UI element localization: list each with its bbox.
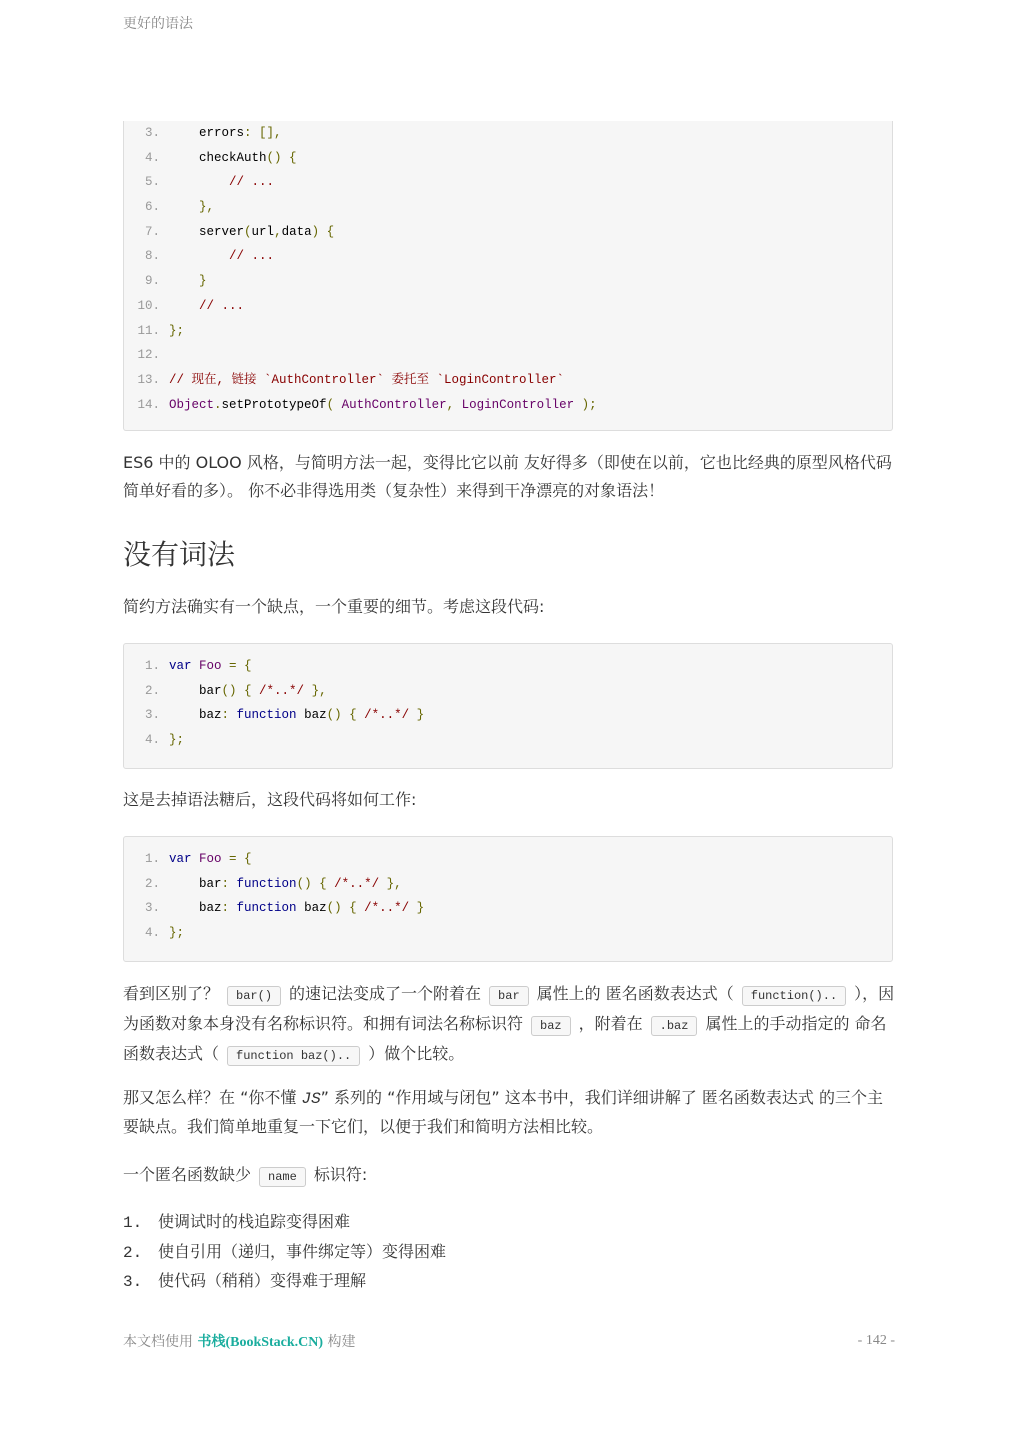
code-line — [124, 195, 892, 220]
code-token: // 现在, 链接 `AuthController` 委托至 `LoginController` — [169, 372, 565, 387]
paragraph-oloo-style — [123, 449, 895, 505]
line-number: 7. — [144, 224, 160, 239]
list-item: 2. 使自引用（递归，事件绑定等）变得困难 — [123, 1241, 447, 1262]
code-token: } — [199, 274, 207, 289]
inline-code-bar-call: bar() — [227, 986, 281, 1006]
line-number: 4. — [144, 733, 160, 748]
code-token — [192, 659, 200, 673]
section-heading: 没有词法 — [123, 538, 236, 571]
code-token — [169, 901, 199, 915]
code-token: baz — [296, 901, 327, 916]
code-token: Foo — [199, 852, 222, 866]
line-number: 2. — [144, 683, 160, 698]
code-token: bar — [199, 683, 222, 698]
code-line — [124, 343, 892, 368]
code-token: , — [446, 397, 462, 412]
code-token: var — [169, 659, 192, 673]
code-line — [124, 269, 892, 294]
line-number: 12. — [137, 348, 160, 363]
code-block-3-lines — [124, 847, 892, 946]
code-token: . — [214, 397, 222, 412]
line-number: 3. — [144, 126, 160, 140]
code-token: } — [409, 901, 425, 916]
line-number: 4. — [144, 150, 160, 165]
code-token: = { — [221, 852, 252, 866]
emphasis-js: JS — [301, 1090, 321, 1108]
code-token — [169, 151, 199, 165]
paragraph-intro: 简约方法确实有一个缺点，一个重要的细节。考虑这段代码: — [123, 597, 545, 616]
code-token — [169, 175, 229, 189]
code-line — [124, 146, 892, 171]
line-number: 5. — [144, 175, 160, 190]
inline-code-function-baz: function baz().. — [227, 1046, 360, 1066]
code-token: // ... — [229, 175, 275, 190]
code-token: , — [274, 224, 282, 239]
code-line — [124, 847, 892, 872]
code-line — [124, 319, 892, 344]
code-block-2-lines — [124, 654, 892, 753]
code-line — [124, 244, 892, 269]
code-block-1-lines — [124, 121, 892, 417]
code-token: () { — [221, 683, 260, 698]
code-token — [169, 200, 199, 214]
code-token: }; — [169, 926, 185, 941]
code-line — [124, 654, 892, 679]
code-token: /*..*/ — [259, 683, 305, 698]
code-token: }, — [199, 200, 215, 215]
code-line — [124, 393, 892, 418]
line-number: 3. — [144, 708, 160, 723]
code-line — [124, 679, 892, 704]
code-token: AuthController — [341, 397, 447, 412]
code-line — [124, 294, 892, 319]
paragraph-name-identifier: 一个匿名函数缺少 name 标识符: — [123, 1161, 895, 1191]
code-token: /*..*/ — [334, 876, 380, 891]
code-line — [124, 728, 892, 753]
drawbacks-list — [123, 1208, 895, 1297]
code-line — [124, 872, 892, 897]
code-line — [124, 170, 892, 195]
inline-code-name: name — [259, 1167, 306, 1187]
paragraph-difference: 看到区别了？ bar() 的速记法变成了一个附着在 bar 属性上的 匿名函数表达式（ function().. ），因为函数对象本身没有名称标识符。和拥有词法名称标识符 baz ，附着在 .baz 属性上的手动指定的 命名函数表达式（ function baz().. ）做个比较。 — [123, 980, 895, 1070]
code-token: () { — [326, 708, 365, 723]
code-line — [124, 703, 892, 728]
line-number: 14. — [137, 397, 160, 412]
code-token: function — [236, 876, 297, 891]
code-line — [124, 896, 892, 921]
code-token: baz — [199, 708, 222, 723]
code-token: : [], — [244, 126, 282, 140]
code-token — [169, 249, 229, 263]
code-token: Object — [169, 397, 215, 412]
code-token — [169, 877, 199, 891]
paragraph-oloo-text: ES6 中的 OLOO 风格，与简明方法一起，变得比它以前 友好得多（即使在以前，它也比经典的原型风格代码简单好看的多）。 你不必非得选用类（复杂性）来得到干净漂亮的对象语法！ — [123, 453, 892, 500]
paragraph-desugar: 这是去掉语法糖后，这段代码将如何工作: — [123, 790, 417, 809]
code-token: () { — [326, 901, 365, 916]
code-token: }, — [304, 683, 327, 698]
paragraph-so-what: 那又怎么样？在 “你不懂 JS” 系列的 “作用域与闭包” 这本书中，我们详细讲解了 匿名函数表达式 的三个主要缺点。我们简单地重复一下它们，以便于我们和简明方法相比较。 — [123, 1088, 883, 1136]
code-line — [124, 121, 892, 146]
code-token: : — [221, 876, 237, 891]
code-token — [169, 126, 199, 140]
list-item: 1. 使调试时的栈追踪变得困难 — [123, 1212, 351, 1232]
code-token: bar — [199, 876, 222, 891]
code-token: url — [251, 224, 275, 239]
code-token — [169, 299, 199, 313]
code-token — [169, 274, 199, 288]
code-token: () { — [296, 876, 335, 891]
code-token: Foo — [199, 659, 222, 673]
code-token: }; — [169, 323, 185, 338]
line-number: 8. — [144, 249, 160, 264]
code-token: }, — [379, 876, 402, 891]
line-number: 11. — [137, 323, 160, 338]
code-token: errors — [199, 126, 245, 140]
code-token: var — [169, 852, 192, 866]
footer-brand-link[interactable]: 书栈(BookStack.CN) — [197, 1335, 324, 1350]
code-token: baz — [296, 708, 327, 723]
code-block-1 — [123, 121, 893, 431]
line-number: 3. — [144, 901, 160, 916]
line-number: 2. — [144, 876, 160, 891]
line-number: 10. — [137, 298, 160, 313]
code-token: function — [236, 708, 297, 723]
code-token: server — [199, 224, 245, 239]
list-item: 3. 使代码（稍稍）变得难于理解 — [123, 1271, 367, 1291]
code-token: data — [281, 224, 312, 239]
running-header: 更好的语法 — [123, 16, 193, 32]
code-token: : — [221, 708, 237, 723]
code-token: }; — [169, 733, 185, 748]
inline-code-bar: bar — [489, 986, 529, 1006]
code-token: : — [221, 901, 237, 916]
code-token: } — [409, 708, 425, 723]
footer-credit: 本文档使用 书栈(BookStack.CN) 构建 — [123, 1334, 356, 1350]
code-token — [192, 852, 200, 866]
line-number: 1. — [144, 852, 160, 866]
code-token: /*..*/ — [364, 901, 410, 916]
code-token: ) { — [311, 224, 335, 239]
code-line — [124, 368, 892, 393]
inline-code-baz: baz — [531, 1016, 571, 1036]
code-token: // ... — [199, 298, 245, 313]
inline-code-dot-baz: .baz — [651, 1016, 698, 1036]
code-token: () { — [266, 150, 297, 165]
code-block-2 — [123, 643, 893, 769]
line-number: 9. — [144, 274, 160, 289]
line-number: 6. — [144, 200, 160, 215]
code-line — [124, 921, 892, 946]
code-token: ( — [326, 397, 342, 412]
code-token — [169, 708, 199, 722]
code-token: baz — [199, 901, 222, 916]
line-number: 13. — [137, 372, 160, 387]
code-token: checkAuth — [199, 150, 267, 165]
code-token: LoginController — [461, 397, 575, 412]
code-token — [169, 684, 199, 698]
code-token: function — [236, 901, 297, 916]
line-number: 4. — [144, 926, 160, 941]
inline-code-function: function().. — [742, 986, 846, 1006]
code-token: setPrototypeOf — [221, 397, 327, 412]
page-number: - 142 - — [857, 1333, 895, 1348]
code-token: ( — [244, 224, 252, 239]
code-token — [169, 225, 199, 239]
code-block-3 — [123, 836, 893, 962]
code-token: /*..*/ — [364, 708, 410, 723]
code-line — [124, 220, 892, 245]
code-token: // ... — [229, 249, 275, 264]
line-number: 1. — [144, 659, 160, 673]
code-token: = { — [221, 659, 252, 673]
code-token: ); — [574, 397, 597, 412]
